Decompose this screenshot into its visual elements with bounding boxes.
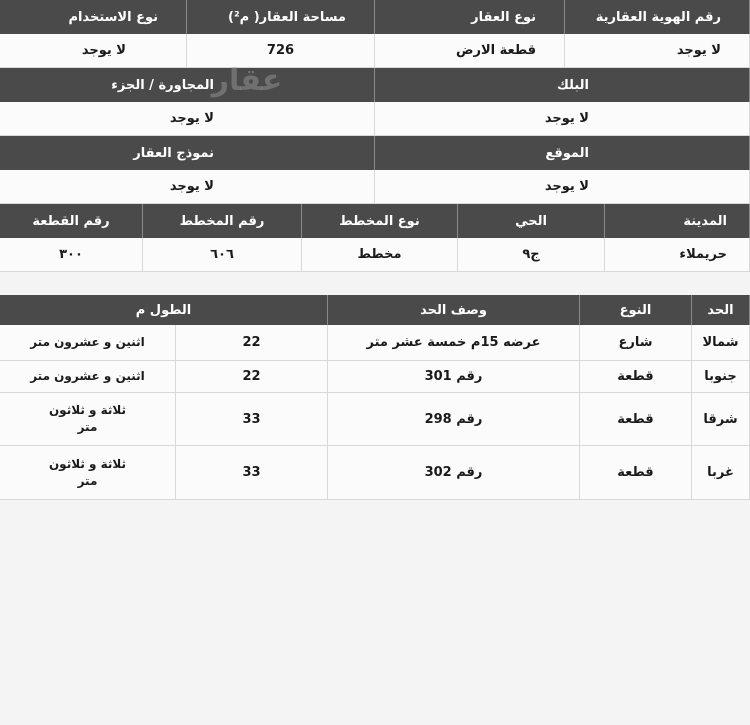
value-property-model bbox=[0, 170, 375, 204]
cell-text: 33 bbox=[242, 411, 261, 427]
value-text: لا يوجد bbox=[169, 111, 214, 126]
header-boundary bbox=[692, 295, 750, 325]
boundary-length-words bbox=[0, 361, 176, 393]
header-plan-type bbox=[302, 204, 458, 238]
cell-text: ثلاثة و ثلاثون متر bbox=[48, 456, 127, 488]
value-text: ٣٠٠ bbox=[59, 247, 83, 262]
header-property-model bbox=[0, 136, 375, 170]
header-type bbox=[580, 295, 692, 325]
row1-headers bbox=[0, 0, 750, 34]
value-text: لا يوجد bbox=[544, 179, 589, 194]
value-text: لا يوجد bbox=[544, 111, 589, 126]
cell-text: رقم 298 bbox=[424, 411, 483, 427]
value-text: لا يوجد bbox=[169, 179, 214, 194]
header-label: وصف الحد bbox=[420, 302, 487, 318]
boundary-length bbox=[176, 393, 328, 446]
cell-text: 22 bbox=[242, 335, 261, 350]
table-row bbox=[0, 393, 750, 446]
value-real-estate-id bbox=[565, 34, 750, 68]
boundary-description bbox=[328, 361, 580, 393]
row2-values bbox=[0, 102, 750, 136]
watermark-logo: عقار bbox=[211, 62, 283, 98]
value-property-type bbox=[375, 34, 565, 68]
row4-headers bbox=[0, 204, 750, 238]
cell-text: غربا bbox=[707, 465, 734, 480]
row4-values bbox=[0, 238, 750, 272]
header-block bbox=[375, 68, 750, 102]
header-label: الطول م bbox=[135, 302, 192, 318]
row2-headers bbox=[0, 68, 750, 102]
cell-text: شارع bbox=[618, 335, 653, 350]
boundary-length bbox=[176, 325, 328, 361]
value-plan-type bbox=[302, 238, 458, 272]
value-property-area bbox=[187, 34, 375, 68]
header-plot-number bbox=[0, 204, 143, 238]
boundary-description bbox=[328, 393, 580, 446]
boundary-type bbox=[580, 393, 692, 446]
boundary-length bbox=[176, 446, 328, 500]
header-district bbox=[458, 204, 605, 238]
row1-values bbox=[0, 34, 750, 68]
value-plan-number bbox=[143, 238, 302, 272]
header-label: نوع المخطط bbox=[339, 213, 420, 229]
header-length bbox=[0, 295, 328, 325]
boundaries-table bbox=[0, 295, 750, 505]
boundary-side bbox=[692, 393, 750, 446]
boundary-type bbox=[580, 325, 692, 361]
cell-text: قطعة bbox=[617, 411, 654, 427]
boundary-length-words bbox=[0, 393, 176, 446]
header-label: الحد bbox=[707, 302, 734, 318]
table-row bbox=[0, 446, 750, 500]
boundary-length-words bbox=[0, 446, 176, 500]
header-label: الموقع bbox=[545, 145, 589, 161]
value-location bbox=[375, 170, 750, 204]
value-text: 726 bbox=[266, 43, 295, 58]
header-label: البلك bbox=[556, 77, 589, 93]
value-city bbox=[605, 238, 750, 272]
value-text: قطعة الارض bbox=[455, 43, 536, 58]
cell-text: 22 bbox=[242, 369, 261, 384]
value-block bbox=[375, 102, 750, 136]
cell-text: رقم 302 bbox=[424, 465, 483, 480]
header-property-type bbox=[375, 0, 565, 34]
boundary-type bbox=[580, 361, 692, 393]
cell-text: اثنين و عشرون متر bbox=[30, 335, 145, 349]
boundary-length-words bbox=[0, 325, 176, 361]
boundary-side bbox=[692, 446, 750, 500]
header-label: مساحة العقار( م²) bbox=[228, 9, 346, 25]
value-district bbox=[458, 238, 605, 272]
cell-text: قطعة bbox=[617, 465, 654, 480]
value-usage-type bbox=[0, 34, 187, 68]
header-label: المدينة bbox=[683, 213, 727, 229]
value-text: حريملاء bbox=[679, 247, 727, 262]
header-label: رقم الهوية العقارية bbox=[595, 9, 721, 25]
header-plan-number bbox=[143, 204, 302, 238]
cell-text: رقم 301 bbox=[424, 369, 483, 384]
header-boundary-description bbox=[328, 295, 580, 325]
header-label: الحي bbox=[515, 213, 547, 229]
value-text: ج٩ bbox=[522, 247, 540, 262]
header-label: رقم القطعة bbox=[32, 213, 110, 229]
header-label: المجاورة / الجزء bbox=[111, 77, 214, 93]
header-property-area bbox=[187, 0, 375, 34]
cell-text: شمالا bbox=[702, 335, 739, 350]
boundaries-header-row bbox=[0, 295, 750, 325]
header-label: النوع bbox=[619, 302, 652, 318]
boundary-description bbox=[328, 325, 580, 361]
table-row bbox=[0, 325, 750, 361]
boundary-length bbox=[176, 361, 328, 393]
header-location bbox=[375, 136, 750, 170]
value-plot-number bbox=[0, 238, 143, 272]
header-real-estate-id bbox=[565, 0, 750, 34]
header-label: رقم المخطط bbox=[179, 213, 265, 229]
boundary-side bbox=[692, 325, 750, 361]
cell-text: اثنين و عشرون متر bbox=[30, 369, 145, 383]
property-info-table bbox=[0, 0, 750, 272]
cell-text: 33 bbox=[242, 465, 261, 480]
header-label: نوع العقار bbox=[471, 9, 536, 25]
boundary-description bbox=[328, 446, 580, 500]
cell-text: قطعة bbox=[617, 369, 654, 384]
boundary-side bbox=[692, 361, 750, 393]
cell-text: عرضه 15م خمسة عشر متر bbox=[366, 335, 541, 350]
value-text: ٦٠٦ bbox=[210, 247, 234, 262]
value-text: لا يوجد bbox=[81, 43, 126, 58]
header-city bbox=[605, 204, 750, 238]
row3-headers bbox=[0, 136, 750, 170]
value-text: لا يوجد bbox=[676, 43, 721, 58]
table-row bbox=[0, 361, 750, 393]
cell-text: شرقا bbox=[703, 411, 738, 427]
value-text: مخطط bbox=[357, 247, 402, 262]
header-neighborhood-part bbox=[0, 68, 375, 102]
header-label: نوع الاستخدام bbox=[68, 9, 158, 25]
header-label: نموذج العقار bbox=[133, 145, 214, 161]
row3-values bbox=[0, 170, 750, 204]
header-usage-type bbox=[0, 0, 187, 34]
cell-text: جنوبا bbox=[704, 369, 737, 384]
value-neighborhood-part bbox=[0, 102, 375, 136]
cell-text: ثلاثة و ثلاثون متر bbox=[48, 403, 127, 434]
boundary-type bbox=[580, 446, 692, 500]
